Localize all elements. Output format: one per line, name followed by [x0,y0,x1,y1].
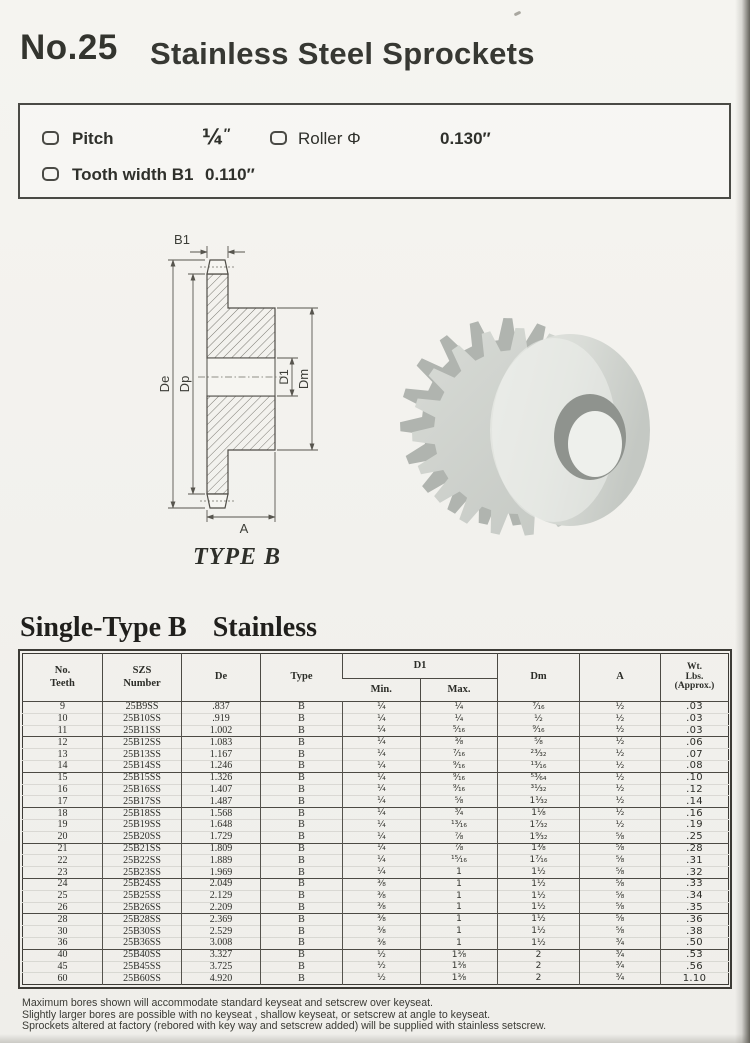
cell-teeth: 60 [23,973,103,985]
table-title-right: Stainless [212,612,317,643]
cell-wt: .28 [661,843,729,855]
col-header-d1-min: Min. [343,679,421,702]
cell-de: .837 [182,702,261,714]
footnotes [22,998,546,1033]
col-header-type: Type [261,654,343,702]
table-row [23,878,729,890]
cell-szs-number: 25B10SS [103,713,182,725]
cell-dm: 1½ [498,890,580,902]
table-row [23,867,729,879]
cell-szs-number: 25B20SS [103,831,182,843]
cell-szs-number: 25B11SS [103,725,182,737]
cell-wt: .32 [661,867,729,879]
cell-szs-number: 25B9SS [103,702,182,714]
cell-wt: .16 [661,808,729,820]
cell-a: ½ [580,808,661,820]
table-row [23,737,729,749]
cell-d1-max: 1 [421,867,498,879]
cell-type: B [261,855,343,867]
page-edge-shadow-right [735,0,750,1043]
cell-de: 1.969 [182,867,261,879]
cell-dm: 1⁷⁄₁₆ [498,855,580,867]
col-header-d1: D1 [343,654,498,679]
table-row [23,890,729,902]
cell-dm: 2 [498,961,580,973]
cell-de: 2.369 [182,914,261,926]
diagram-label-a: A [239,521,249,536]
cell-d1-max: ⁷⁄₁₆ [421,749,498,761]
cell-dm: 1½ [498,878,580,890]
cell-de: 1.568 [182,808,261,820]
cell-szs-number: 25B24SS [103,878,182,890]
col-header-dm: Dm [498,654,580,702]
table-row [23,949,729,961]
spec-row-1 [20,125,729,153]
cell-de: 1.487 [182,796,261,808]
cell-type: B [261,796,343,808]
cell-d1-max: ⁹⁄₁₆ [421,784,498,796]
cell-dm: 1½ [498,867,580,879]
diagram-caption: TYPE B [193,544,281,570]
cell-d1-min: ¼ [343,855,421,867]
pitch-value [202,125,230,149]
cell-a: ¾ [580,973,661,985]
cell-teeth: 11 [23,725,103,737]
table-row [23,926,729,938]
cell-wt: .38 [661,926,729,938]
cell-wt: .25 [661,831,729,843]
cell-teeth: 12 [23,737,103,749]
cell-d1-max: 1⅜ [421,949,498,961]
cell-type: B [261,926,343,938]
cell-d1-max: 1 [421,926,498,938]
col-header-teeth: No. Teeth [50,665,75,689]
cell-a: ½ [580,725,661,737]
cell-type: B [261,961,343,973]
cell-teeth: 10 [23,713,103,725]
cell-d1-max: ⁹⁄₁₆ [421,760,498,772]
cell-a: ⅝ [580,914,661,926]
table-row [23,902,729,914]
cell-d1-max: 1 [421,890,498,902]
tooth-width-checkbox-icon [42,167,59,181]
cell-teeth: 40 [23,949,103,961]
cell-d1-max: 1⅜ [421,961,498,973]
table-row [23,796,729,808]
cell-d1-min: ⅜ [343,926,421,938]
cell-teeth: 30 [23,926,103,938]
cell-a: ½ [580,749,661,761]
diagram-label-dp: Dp [177,375,192,393]
cell-teeth: 22 [23,855,103,867]
cell-a: ½ [580,713,661,725]
cell-wt: .53 [661,949,729,961]
table-row [23,961,729,973]
cell-teeth: 36 [23,937,103,949]
cell-teeth: 20 [23,831,103,843]
cell-d1-min: ¼ [343,808,421,820]
cell-de: 1.246 [182,760,261,772]
cell-type: B [261,843,343,855]
col-header-d1-max: Max. [421,679,498,702]
cell-wt: .10 [661,772,729,784]
cell-dm: ⁷⁄₁₆ [498,702,580,714]
cell-dm: ⁹⁄₁₆ [498,725,580,737]
cell-a: ¾ [580,949,661,961]
cell-de: 1.809 [182,843,261,855]
cell-szs-number: 25B18SS [103,808,182,820]
table-row [23,760,729,772]
cell-d1-min: ¼ [343,725,421,737]
cell-d1-min: ¼ [343,737,421,749]
table-row [23,725,729,737]
cell-a: ⅝ [580,855,661,867]
cell-wt: .35 [661,902,729,914]
cell-szs-number: 25B45SS [103,961,182,973]
cell-szs-number: 25B17SS [103,796,182,808]
cell-wt: .03 [661,713,729,725]
cell-d1-min: ¼ [343,796,421,808]
cell-de: 3.327 [182,949,261,961]
cell-dm: ½ [498,713,580,725]
cell-d1-max: ⁵⁄₁₆ [421,725,498,737]
cell-de: 1.083 [182,737,261,749]
sprocket-photo [398,280,678,570]
cell-dm: ⁵³⁄₆₄ [498,772,580,784]
cell-wt: .56 [661,961,729,973]
cell-de: .919 [182,713,261,725]
cell-d1-min: ¼ [343,702,421,714]
table-row [23,702,729,714]
diagram-label-de: De [157,375,172,393]
cell-dm: ¹³⁄₁₆ [498,760,580,772]
cell-teeth: 15 [23,772,103,784]
cell-teeth: 14 [23,760,103,772]
cell-szs-number: 25B13SS [103,749,182,761]
cell-d1-min: ⅜ [343,902,421,914]
cell-d1-max: 1 [421,902,498,914]
footnote-line: Sprockets altered at factory (rebored with key way and setscrew added) will be supplied with stainless setscrew. [22,1020,547,1033]
table-row [23,713,729,725]
cell-wt: .14 [661,796,729,808]
cell-teeth: 28 [23,914,103,926]
cell-type: B [261,949,343,961]
cell-type: B [261,937,343,949]
cell-a: ½ [580,772,661,784]
pitch-fraction: ¼ [202,125,224,149]
page-edge-shadow-bottom [0,1034,750,1043]
cell-szs-number: 25B21SS [103,843,182,855]
cell-teeth: 25 [23,890,103,902]
cell-d1-max: ¼ [421,702,498,714]
cell-type: B [261,784,343,796]
cell-szs-number: 25B23SS [103,867,182,879]
footnote-line: Maximum bores shown will accommodate standard keyseat and setscrew over keyseat. [22,997,433,1009]
cell-szs-number: 25B16SS [103,784,182,796]
cell-d1-min: ¼ [343,784,421,796]
cell-a: ⅝ [580,843,661,855]
table-row [23,973,729,985]
cell-d1-max: ¼ [421,713,498,725]
cell-szs-number: 25B40SS [103,949,182,961]
table-row [23,819,729,831]
cell-de: 1.326 [182,772,261,784]
cell-de: 2.129 [182,890,261,902]
cell-wt: .31 [661,855,729,867]
sprocket-table [18,649,732,989]
cell-a: ⅝ [580,926,661,938]
cell-d1-min: ½ [343,961,421,973]
cell-d1-max: 1⅜ [421,973,498,985]
cell-d1-min: ¼ [343,867,421,879]
cell-d1-min: ½ [343,973,421,985]
cell-type: B [261,914,343,926]
cell-type: B [261,713,343,725]
cell-teeth: 9 [60,701,65,713]
cell-de: 4.920 [182,973,261,985]
cell-de: 3.008 [182,937,261,949]
cell-teeth: 19 [23,819,103,831]
col-header-de: De [182,654,261,702]
cell-type: B [261,902,343,914]
cell-de: 1.889 [182,855,261,867]
cell-d1-min: ⅜ [343,890,421,902]
cell-type: B [261,808,343,820]
cell-d1-min: ¼ [343,843,421,855]
cell-dm: 1⁷⁄₃₂ [498,819,580,831]
cell-de: 2.049 [182,878,261,890]
pitch-label: Pitch [72,129,114,148]
cell-d1-max: ¹⁵⁄₁₆ [421,855,498,867]
cell-szs-number: 25B14SS [103,760,182,772]
cell-dm: ³¹⁄₃₂ [498,784,580,796]
cell-wt: .08 [661,760,729,772]
table-row [23,855,729,867]
cell-dm: ⅝ [498,737,580,749]
table-title-left: Single-Type B [20,612,187,643]
cell-d1-max: ⅝ [421,796,498,808]
cell-type: B [261,819,343,831]
cell-d1-min: ⅜ [343,878,421,890]
cell-de: 3.725 [182,961,261,973]
cell-teeth: 45 [23,961,103,973]
table-row [23,749,729,761]
cell-d1-min: ¼ [343,819,421,831]
cell-d1-min: ¼ [343,772,421,784]
cell-d1-max: ⅞ [421,843,498,855]
cell-de: 1.167 [182,749,261,761]
cell-teeth: 21 [23,843,103,855]
cell-d1-min: ¼ [343,749,421,761]
cell-teeth: 26 [23,902,103,914]
cell-szs-number: 25B60SS [103,973,182,985]
table-row [23,784,729,796]
diagram-label-dm: Dm [296,368,311,390]
tooth-width-label: Tooth width B1 [72,165,194,184]
pitch-unit: ″ [223,125,231,141]
cell-szs-number: 25B22SS [103,855,182,867]
cell-a: ⅝ [580,902,661,914]
col-header-a: A [580,654,661,702]
cell-d1-min: ⅜ [343,914,421,926]
cell-teeth: 24 [23,878,103,890]
cell-d1-max: ⁹⁄₁₆ [421,772,498,784]
cell-szs-number: 25B12SS [103,737,182,749]
table-row [23,914,729,926]
cell-a: ⅝ [580,831,661,843]
cell-de: 1.407 [182,784,261,796]
cell-a: ⅝ [580,867,661,879]
catalog-number: No.25 [20,28,118,67]
cell-wt: .36 [661,914,729,926]
cell-teeth: 16 [23,784,103,796]
spec-box [18,103,731,199]
cell-teeth: 23 [23,867,103,879]
table-row [23,808,729,820]
cell-type: B [261,890,343,902]
cell-d1-max: ⅞ [421,831,498,843]
cell-dm: 1¹⁄₃₂ [498,796,580,808]
cell-a: ½ [580,819,661,831]
cell-szs-number: 25B36SS [103,937,182,949]
cell-teeth: 17 [23,796,103,808]
cell-szs-number: 25B26SS [103,902,182,914]
cell-d1-max: ¾ [421,808,498,820]
cell-a: ½ [580,784,661,796]
cell-a: ½ [580,760,661,772]
cell-wt: .33 [661,878,729,890]
cell-szs-number: 25B30SS [103,926,182,938]
cell-a: ¾ [580,937,661,949]
cell-de: 2.209 [182,902,261,914]
cell-dm: ²³⁄₃₂ [498,749,580,761]
cell-d1-min: ¼ [343,831,421,843]
spec-row-2 [20,165,729,189]
table-body [23,702,729,985]
cell-dm: 1⅜ [498,843,580,855]
cell-de: 1.002 [182,725,261,737]
table-row [23,937,729,949]
roller-label: Roller Φ [298,129,361,148]
cell-wt: 1.10 [661,973,729,985]
cell-d1-min: ¼ [343,760,421,772]
table-row [23,772,729,784]
cell-szs-number: 25B19SS [103,819,182,831]
cell-de: 1.648 [182,819,261,831]
cell-a: ⅝ [580,878,661,890]
cell-teeth: 13 [23,749,103,761]
table-title [20,612,317,644]
cell-type: B [261,760,343,772]
cell-a: ½ [580,737,661,749]
cell-dm: 1⅛ [498,808,580,820]
cell-wt: .12 [661,784,729,796]
tooth-width-value: 0.110″ [205,165,255,184]
cell-dm: 2 [498,973,580,985]
cell-wt: .50 [661,937,729,949]
cell-type: B [261,878,343,890]
diagram-label-b1: B1 [174,232,190,247]
roller-checkbox-icon [270,131,287,145]
cell-d1-min: ⅜ [343,937,421,949]
cell-d1-max: ¹³⁄₁₆ [421,819,498,831]
cell-de: 2.529 [182,926,261,938]
cell-a: ⅝ [580,890,661,902]
cell-dm: 1⁹⁄₃₂ [498,831,580,843]
cell-a: ¾ [580,961,661,973]
cell-d1-max: ⅜ [421,737,498,749]
cell-szs-number: 25B15SS [103,772,182,784]
cell-type: B [261,831,343,843]
cell-type: B [261,725,343,737]
pitch-checkbox-icon [42,131,59,145]
roller-value: 0.130″ [440,129,491,148]
cell-d1-min: ½ [343,949,421,961]
cell-szs-number: 25B25SS [103,890,182,902]
sprocket-cross-section-diagram [132,228,342,538]
cell-dm: 1½ [498,937,580,949]
cell-d1-min: ¼ [343,713,421,725]
scan-speck [514,11,522,17]
cell-de: 1.729 [182,831,261,843]
footnote-line: Slightly larger bores are possible with no keyseat , shallow keyseat, or setscrew at angle to keyseat. [22,1008,491,1021]
cell-a: ½ [580,702,661,714]
cell-d1-max: 1 [421,914,498,926]
cell-type: B [261,749,343,761]
page-title: Stainless Steel Sprockets [150,36,535,71]
cell-wt: .34 [661,890,729,902]
cell-d1-max: 1 [421,937,498,949]
cell-dm: 2 [498,949,580,961]
cell-d1-max: 1 [421,878,498,890]
cell-wt: .19 [661,819,729,831]
cell-dm: 1½ [498,914,580,926]
table-row [23,831,729,843]
col-header-wt: Wt. Lbs. (Approx.) [661,654,729,702]
cell-type: B [261,737,343,749]
cell-szs-number: 25B28SS [103,914,182,926]
diagram-label-d1: D1 [277,369,291,385]
cell-wt: .06 [661,737,729,749]
cell-wt: .07 [661,749,729,761]
cell-a: ½ [580,796,661,808]
cell-teeth: 18 [23,808,103,820]
cell-type: B [261,772,343,784]
col-header-szs: SZS Number [103,654,182,702]
cell-dm: 1½ [498,902,580,914]
cell-wt: .03 [661,702,729,714]
table-row [23,843,729,855]
cell-type: B [261,702,343,714]
cell-dm: 1½ [498,926,580,938]
cell-type: B [261,867,343,879]
cell-wt: .03 [661,725,729,737]
cell-type: B [261,973,343,985]
